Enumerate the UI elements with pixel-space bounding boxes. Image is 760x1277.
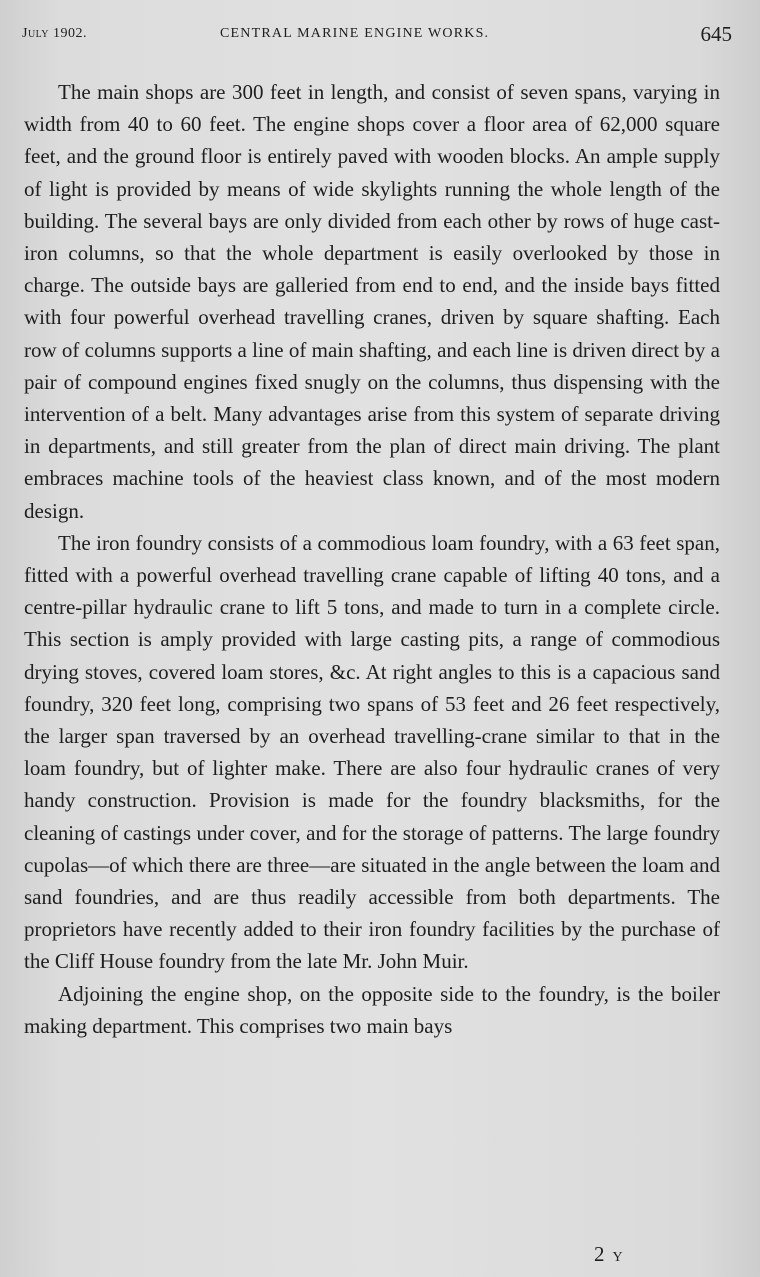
signature-mark (594, 1242, 623, 1267)
body-text (24, 76, 720, 1042)
signature-letter: Y (612, 1250, 623, 1265)
running-date: July 1902. (22, 26, 87, 41)
paragraph-main-shops: The main shops are 300 feet in length, and consist of seven spans, varying in width from 40 to 60 feet. The engine shops cover a floor area of 62,000 square feet, and the ground floor is entirely paved with wooden blocks. An ample supply of light is provided by means of wide skylights running the whole length of the building. The several bays are only divided from each other by rows of huge cast-iron columns, so that the whole department is easily overlooked by those in charge. The outside bays are galleried from end to end, and the inside bays fitted with four powerful overhead travelling cranes, driven by square shafting. Each row of columns supports a line of main shafting, and each line is driven direct by a pair of compound engines fixed snugly on the columns, thus dispensing with the intervention of a belt. Many advantages arise from this system of separate driving in departments, and still greater from the plan of direct main driving. The plant embraces machine tools of the heaviest class known, and of the most modern design. (24, 80, 720, 523)
paragraph-iron-foundry: The iron foundry consists of a commodious loam foundry, with a 63 feet span, fitted with a powerful overhead travelling crane capable of lifting 40 tons, and a centre-pillar hydraulic crane to lift 5 tons, and made to turn in a complete circle. This section is amply provided with large casting pits, a range of commodious drying stoves, covered loam stores, &c. At right angles to this is a capacious sand foundry, 320 feet long, comprising two spans of 53 feet and 26 feet respectively, the larger span traversed by an overhead travelling-crane similar to that in the loam foundry, but of lighter make. There are also four hydraulic cranes of very handy construction. Provision is made for the foundry blacksmiths, for the cleaning of castings under cover, and for the storage of patterns. The large foundry cupolas—of which there are three—are situated in the angle between the loam and sand foundries, and are thus readily accessible from both departments. The proprietors have recently added to their iron foundry facilities by the purchase of the Cliff House foundry from the late Mr. John Muir. (24, 530, 720, 974)
signature-number: 2 (594, 1242, 605, 1266)
paragraph-boiler-department: Adjoining the engine shop, on the opposite side to the foundry, is the boiler making department. This comprises two main bays (24, 981, 720, 1038)
running-header (22, 22, 732, 46)
running-title: CENTRAL MARINE ENGINE WORKS. (220, 26, 490, 41)
page-number: 645 (700, 22, 732, 46)
